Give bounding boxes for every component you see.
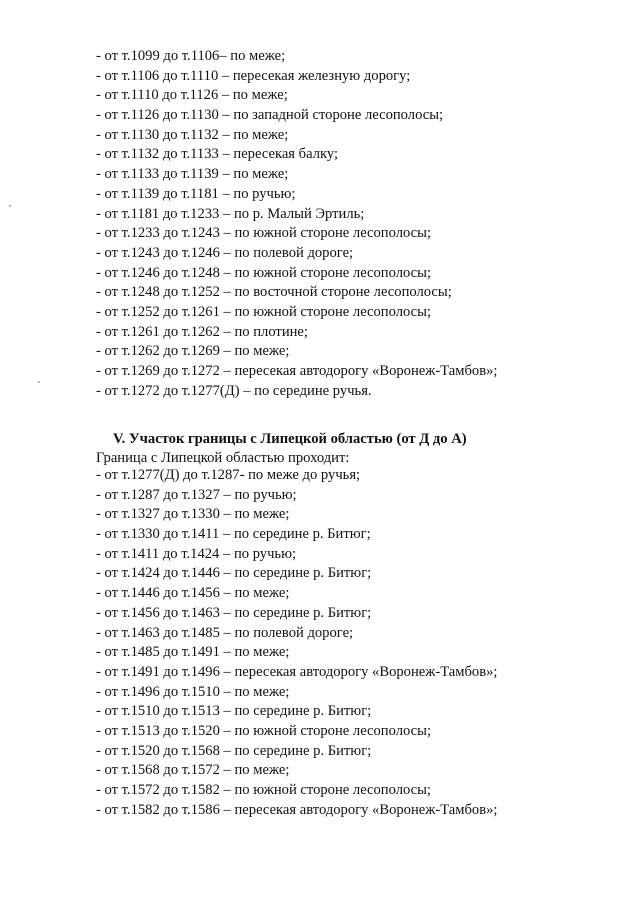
list-item: - от т.1243 до т.1246 – по полевой дороге; <box>96 244 354 261</box>
list-item: - от т.1133 до т.1139 – по меже; <box>96 166 289 183</box>
list-item: - от т.1099 до т.1106– по меже; <box>96 48 286 64</box>
list-item: - от т.1496 до т.1510 – по меже; <box>96 683 290 700</box>
list-item: - от т.1287 до т.1327 – по ручью; <box>96 486 297 503</box>
list-item: - от т.1572 до т.1582 – по южной стороне лесополосы; <box>96 782 432 798</box>
list-item: - от т.1485 до т.1491 – по меже; <box>96 644 290 661</box>
list-item: - от т.1582 до т.1586 – пересекая автодорогу «Воронеж-Тамбов»; <box>96 801 498 818</box>
list-item: - от т.1110 до т.1126 – по меже; <box>96 87 288 104</box>
list-item: - от т.1277(Д) до т.1287- по меже до ручья; <box>96 467 361 483</box>
list-item: - от т.1181 до т.1233 – по р. Малый Эртиль; <box>96 205 365 222</box>
list-item: - от т.1233 до т.1243 – по южной стороне лесополосы; <box>96 225 432 242</box>
section-heading: V. Участок границы с Липецкой областью (от Д до А) <box>113 431 467 447</box>
list-item: - от т.1520 до т.1568 – по середине р. Битюг; <box>96 742 372 759</box>
list-item: - от т.1513 до т.1520 – по южной стороне лесополосы; <box>96 722 432 739</box>
list-item: - от т.1252 до т.1261 – по южной стороне лесополосы; <box>96 303 432 320</box>
list-item: - от т.1106 до т.1110 – пересекая железную дорогу; <box>96 67 411 84</box>
list-item: - от т.1272 до т.1277(Д) – по середине ручья. <box>96 382 372 399</box>
list-item: - от т.1330 до т.1411 – по середине р. Битюг; <box>96 526 371 543</box>
scan-speck <box>38 381 40 383</box>
list-item: - от т.1446 до т.1456 – по меже; <box>96 585 290 602</box>
list-item: - от т.1327 до т.1330 – по меже; <box>96 506 290 523</box>
list-item: - от т.1463 до т.1485 – по полевой дороге; <box>96 624 354 641</box>
list-item: - от т.1424 до т.1446 – по середине р. Битюг; <box>96 565 372 582</box>
list-item: - от т.1491 до т.1496 – пересекая автодорогу «Воронеж-Тамбов»; <box>96 663 498 680</box>
list-item: - от т.1269 до т.1272 – пересекая автодорогу «Воронеж-Тамбов»; <box>96 363 498 379</box>
list-item: - от т.1246 до т.1248 – по южной стороне лесополосы; <box>96 264 432 281</box>
list-item: - от т.1262 до т.1269 – по меже; <box>96 343 290 360</box>
list-item: - от т.1411 до т.1424 – по ручью; <box>96 545 297 562</box>
list-item: - от т.1139 до т.1181 – по ручью; <box>96 185 296 202</box>
list-item: - от т.1510 до т.1513 – по середине р. Битюг; <box>96 703 372 720</box>
list-item: - от т.1568 до т.1572 – по меже; <box>96 762 290 779</box>
list-item: - от т.1132 до т.1133 – пересекая балку; <box>96 146 339 163</box>
list-item: - от т.1130 до т.1132 – по меже; <box>96 126 289 143</box>
list-item: - от т.1261 до т.1262 – по плотине; <box>96 323 308 340</box>
list-item: - от т.1456 до т.1463 – по середине р. Битюг; <box>96 604 372 621</box>
section-intro: Граница с Липецкой областью проходит: <box>96 450 350 466</box>
boundary-list-lipetsk <box>96 466 497 820</box>
list-item: - от т.1126 до т.1130 – по западной стороне лесополосы; <box>96 107 444 124</box>
scan-speck <box>9 205 11 207</box>
list-item: - от т.1248 до т.1252 – по восточной стороне лесополосы; <box>96 284 452 301</box>
boundary-list-previous-section <box>96 47 497 401</box>
